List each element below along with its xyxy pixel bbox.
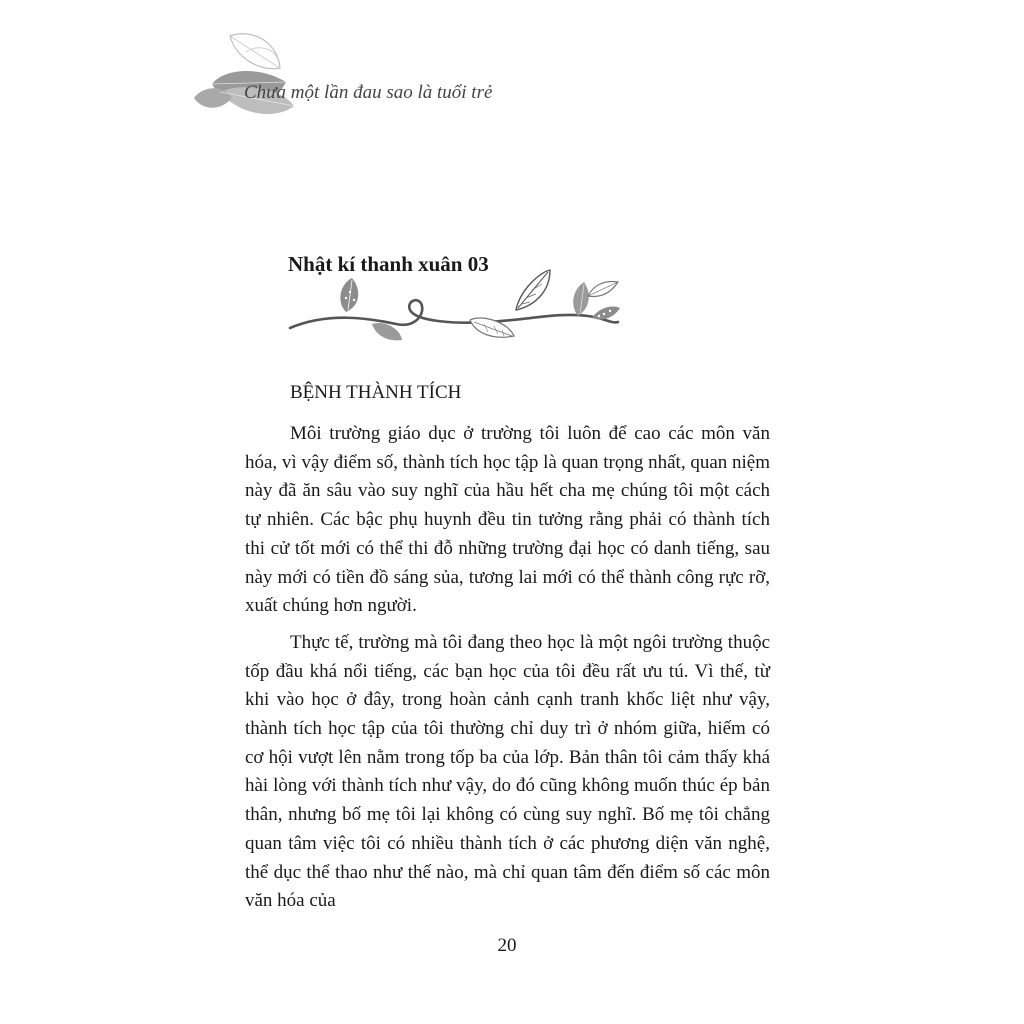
body-text [245,420,770,924]
page-number: 20 [497,935,517,956]
chapter-title: Nhật kí thanh xuân 03 [288,252,489,276]
vine-leaves-icon [288,262,628,342]
chapter-heading [288,252,628,342]
running-header [190,28,530,138]
section-heading: BỆNH THÀNH TÍCH [290,382,462,403]
running-title: Chưa một lần đau sao là tuổi trẻ [244,82,493,103]
paragraph: Thực tế, trường mà tôi đang theo học là một ngôi trường thuộc tốp đầu khá nổi tiếng, các bạn học của tôi đều rất ưu tú. Vì thế, từ khi vào học ở đây, trong hoàn cảnh cạnh tranh khốc liệt như vậy, thành tích học tập của tôi thường chỉ duy trì ở nhóm giữa, hiếm có cơ hội vượt lên nằm trong tốp ba của lớp. Bản thân tôi cảm thấy khá hài lòng với thành tích như vậy, do đó cũng không muốn thúc ép bản thân, nhưng bố mẹ tôi lại không có cùng suy nghĩ. Bố mẹ tôi chẳng quan tâm việc tôi có nhiều thành tích ở các phương diện văn nghệ, thể dục thể thao như thế nào, mà chỉ quan tâm đến điểm số các môn văn hóa của [245,631,770,912]
paragraph: Môi trường giáo dục ở trường tôi luôn để cao các môn văn hóa, vì vậy điểm số, thành tích học tập là quan trọng nhất, quan niệm này đã ăn sâu vào suy nghĩ của hầu hết cha mẹ chúng tôi một cách tự nhiên. Các bậc phụ huynh đều tin tưởng rằng phải có thành tích thi cử tốt mới có thể thi đỗ những trường đại học có danh tiếng, sau này mới có tiền đồ sáng sủa, tương lai mới có thể thành công rực rỡ, xuất chúng hơn người. [245,423,771,617]
